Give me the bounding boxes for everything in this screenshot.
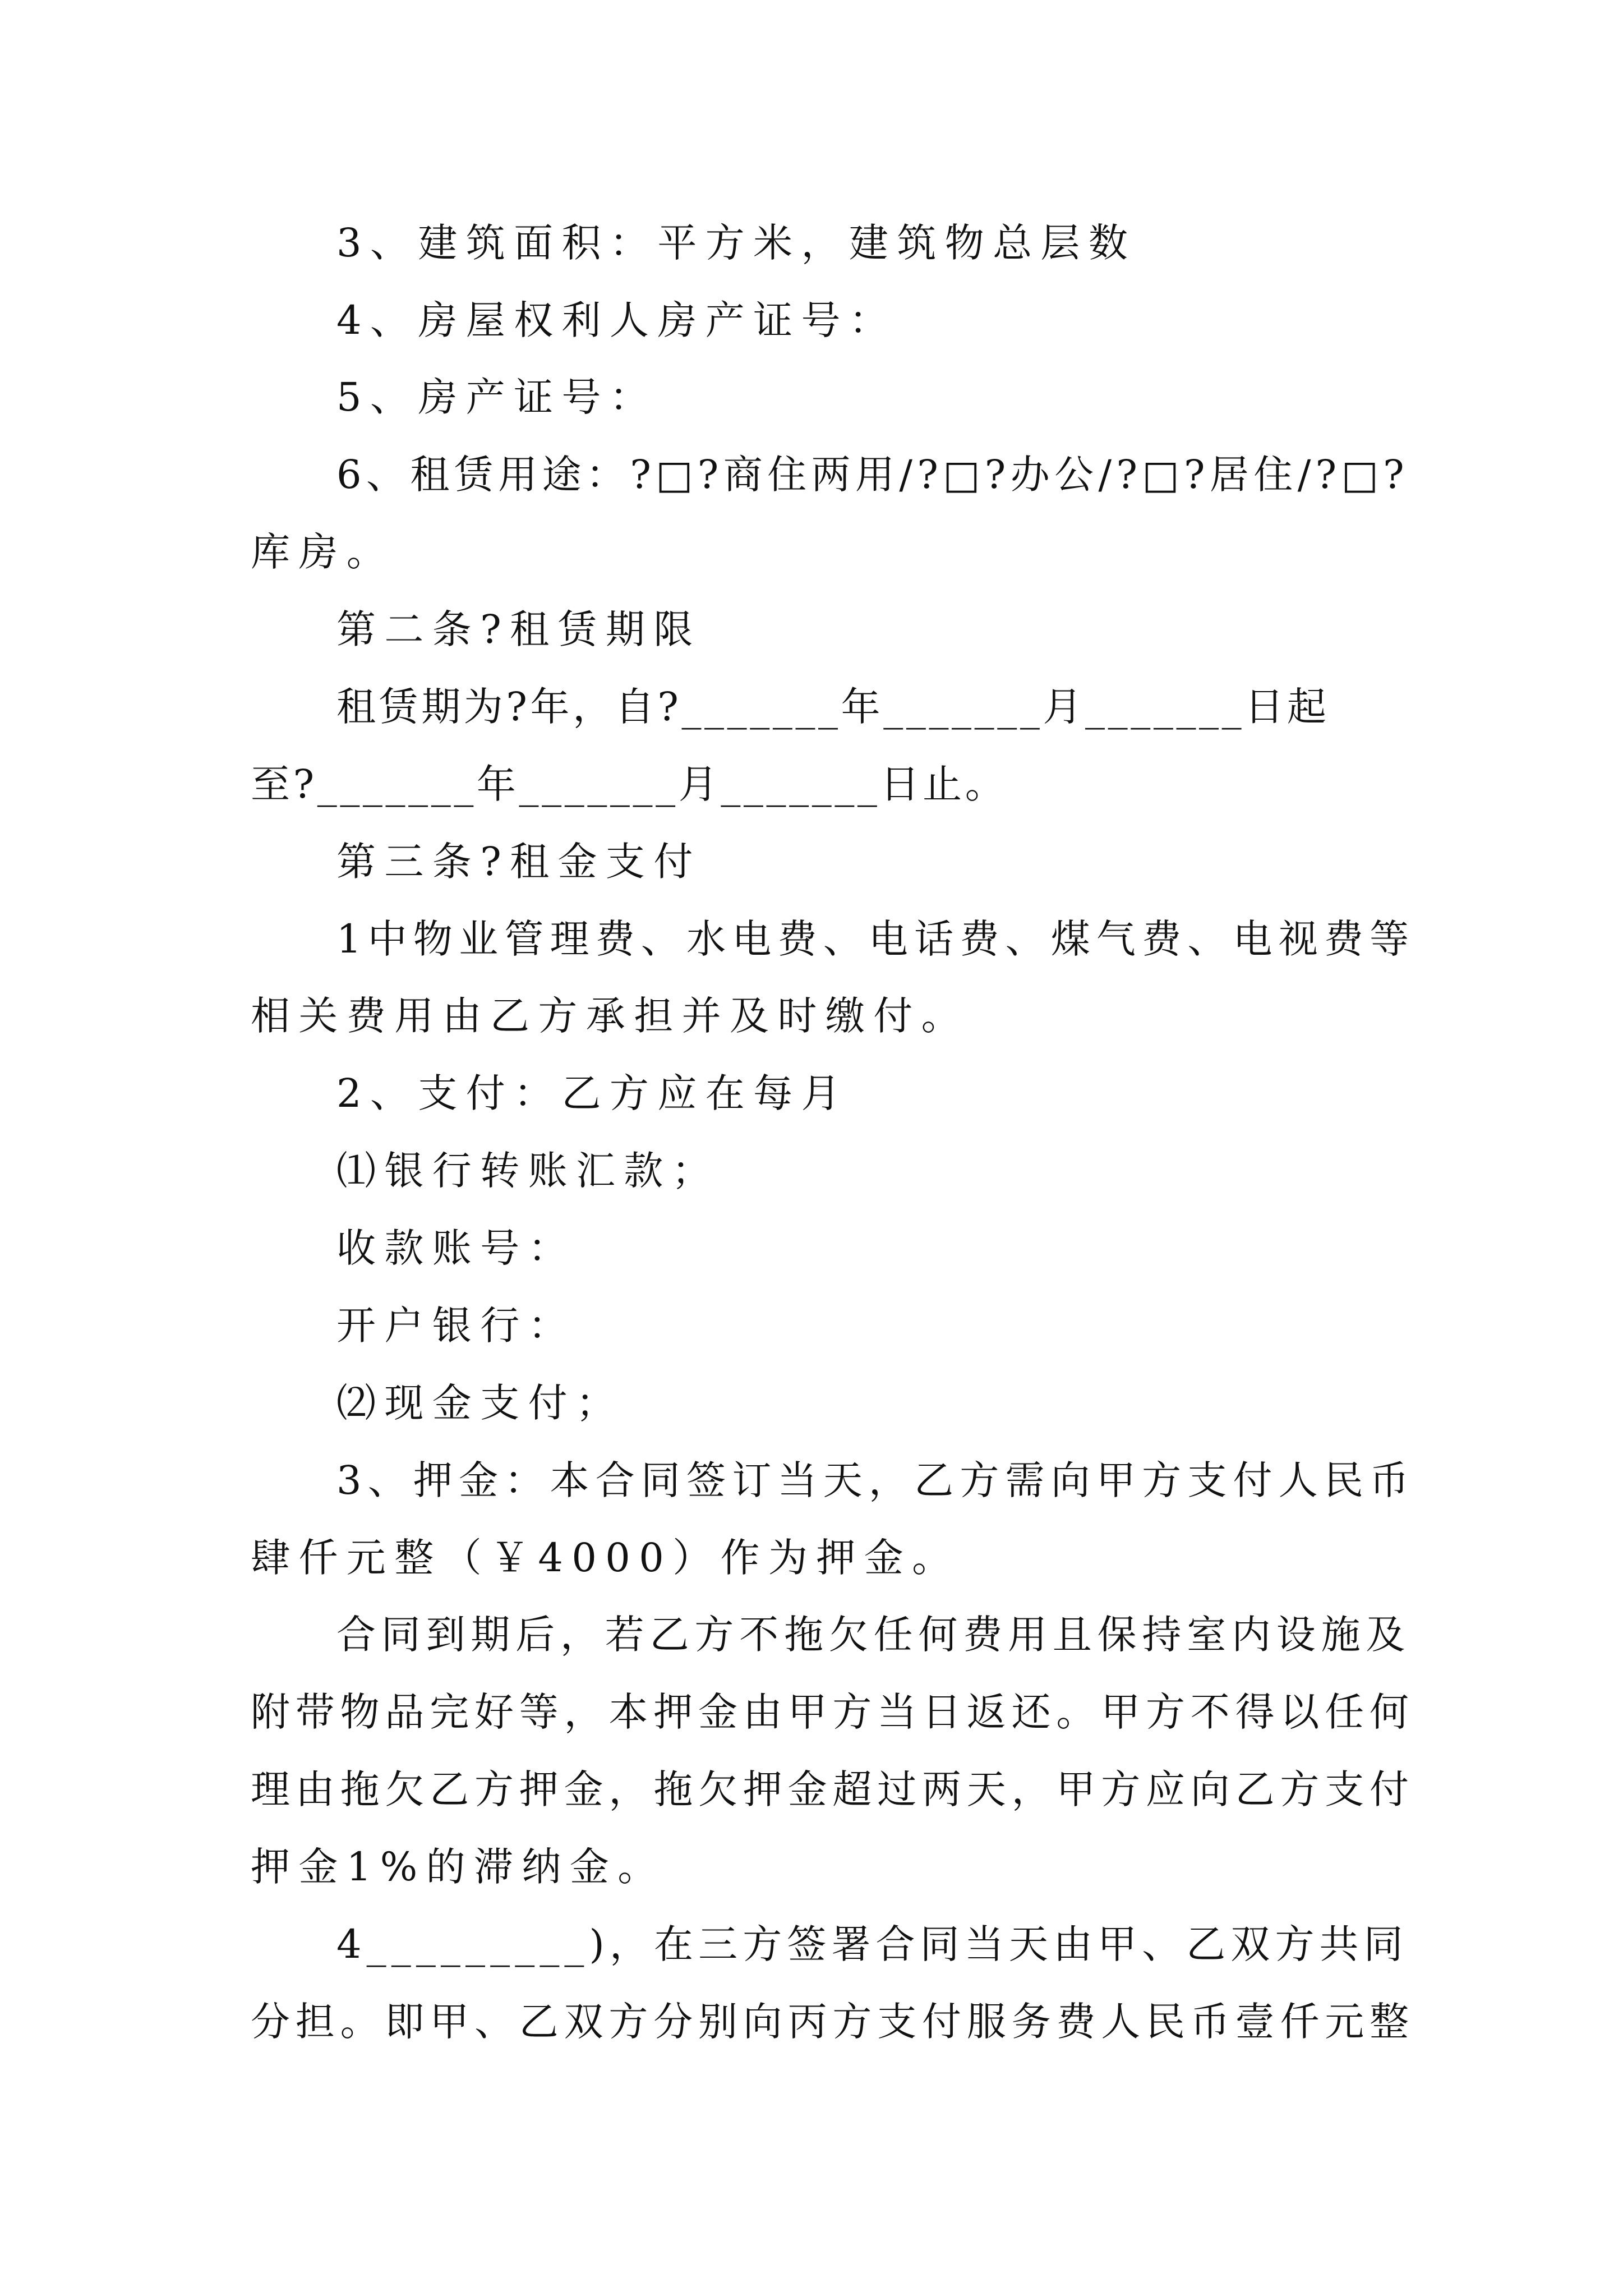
clause-line: 分担。即甲、乙双方分别向丙方支付服务费人民币壹仟元整 <box>251 1999 1414 2045</box>
clause-line: 至?_______年_______月_______日止。 <box>251 761 1008 807</box>
clause-line: 1中物业管理费、水电费、电话费、煤气费、电视费等 <box>336 916 1415 962</box>
clause-line: 库房。 <box>251 529 395 575</box>
clause-line: 3、建筑面积：平方米，建筑物总层数 <box>336 220 1137 266</box>
clause-line: 2、支付：乙方应在每月 <box>336 1070 849 1116</box>
clause-line: 4_________)，在三方签署合同当天由甲、乙双方共同 <box>336 1921 1408 1967</box>
clause-line: 相关费用由乙方承担并及时缴付。 <box>251 993 969 1039</box>
section-heading: 第三条?租金支付 <box>336 839 702 885</box>
clause-line: 6、租赁用途：?□?商住两用/?□?办公/?□?居住/?□? <box>336 452 1409 498</box>
clause-line: 收款账号： <box>336 1225 576 1271</box>
clause-line: 押金1%的滞纳金。 <box>251 1844 666 1890</box>
clause-line: 理由拖欠乙方押金，拖欠押金超过两天，甲方应向乙方支付 <box>251 1766 1414 1812</box>
clause-line: 5、房产证号： <box>336 374 658 420</box>
clause-line: 合同到期后，若乙方不拖欠任何费用且保持室内设施及 <box>336 1612 1411 1658</box>
clause-line: ⑵现金支付； <box>336 1380 624 1426</box>
section-heading: 第二条?租赁期限 <box>336 606 702 652</box>
clause-line: 附带物品完好等，本押金由甲方当日返还。甲方不得以任何 <box>251 1689 1414 1735</box>
clause-line: 租赁期为?年，自?_______年_______月_______日起 <box>336 684 1330 730</box>
clause-line: 4、房屋权利人房产证号： <box>336 297 897 343</box>
clause-line: ⑴银行转账汇款； <box>336 1148 720 1194</box>
clause-line: 3、押金：本合同签订当天，乙方需向甲方支付人民币 <box>336 1457 1415 1503</box>
clause-line: 肆仟元整（￥4000）作为押金。 <box>251 1535 960 1581</box>
clause-line: 开户银行： <box>336 1303 576 1349</box>
